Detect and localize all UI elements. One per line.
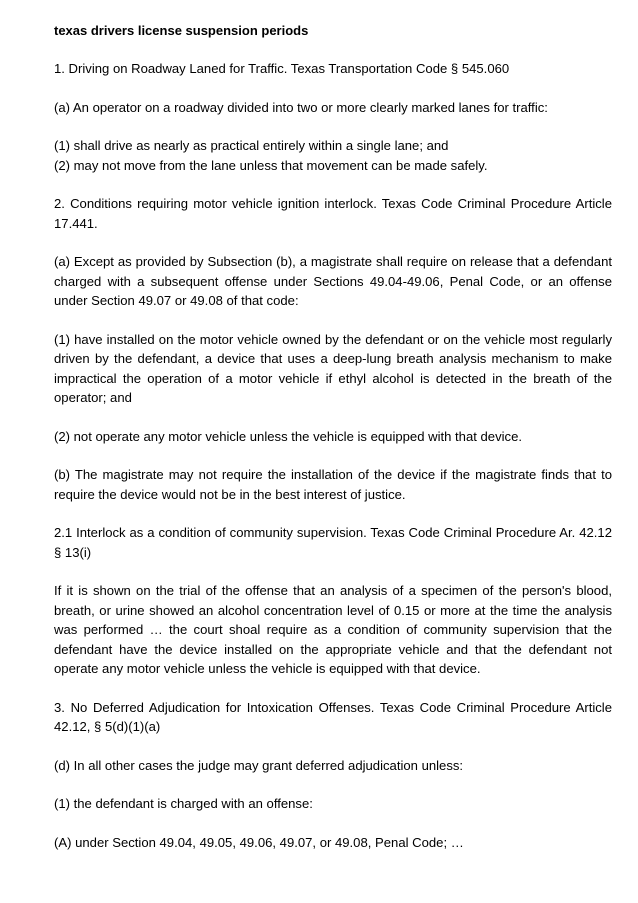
document-title: texas drivers license suspension periods [54,23,309,38]
section-2-1-heading: 2.1 Interlock as a condition of community supervision. Texas Code Criminal Procedure Ar. 42.12 § 13(i) [54,525,612,560]
section-1-clause-1: (1) shall drive as nearly as practical entirely within a single lane; and [54,138,449,153]
section-1-heading: 1. Driving on Roadway Laned for Traffic. Texas Transportation Code § 545.060 [54,61,510,76]
section-2-clause-1: (1) have installed on the motor vehicle owned by the defendant or on the vehicle most regularly driven by the defendant, a device that uses a deep-lung breath analysis mechanism to make impractical the operation of a motor vehicle if ethyl alcohol is detected in the breath of the operator; and [54,331,612,405]
section-2-heading: 2. Conditions requiring motor vehicle ignition interlock. Texas Code Criminal Procedure Article 17.441. [54,196,612,231]
section-1-clauses [54,136,612,175]
section-2-clause-2: (2) not operate any motor vehicle unless the vehicle is equipped with that device. [54,428,523,444]
section-1-subsection-a: (a) An operator on a roadway divided into two or more clearly marked lanes for traffic: [54,99,548,115]
section-3-clause-a: (A) under Section 49.04, 49.05, 49.06, 49.07, or 49.08, Penal Code; … [54,834,464,850]
section-3-heading: 3. No Deferred Adjudication for Intoxication Offenses. Texas Code Criminal Procedure Article 42.12, § 5(d)(1)(a) [54,699,612,734]
section-1-clause-2: (2) may not move from the lane unless that movement can be made safely. [54,157,488,173]
section-2-1-body: If it is shown on the trial of the offense that an analysis of a specimen of the person's blood, breath, or urine showed an alcohol concentration level of 0.15 or more at the time the analysis was performed … the court shoal require as a condition of community supervision that the defendant have the device installed on the appropriate vehicle and that the defendant not operate any motor vehicle unless the vehicle is equipped with that device. [54,583,612,676]
section-3-subsection-d: (d) In all other cases the judge may grant deferred adjudication unless: [54,757,464,773]
section-3-clause-1: (1) the defendant is charged with an offense: [54,796,313,811]
section-2-subsection-b: (b) The magistrate may not require the installation of the device if the magistrate finds that to require the device would not be in the best interest of justice. [54,467,612,502]
section-2-subsection-a: (a) Except as provided by Subsection (b), a magistrate shall require on release that a defendant charged with a subsequent offense under Sections 49.04-49.06, Penal Code, or an offense under Section 49.07 or 49.08 of that code: [54,254,612,308]
